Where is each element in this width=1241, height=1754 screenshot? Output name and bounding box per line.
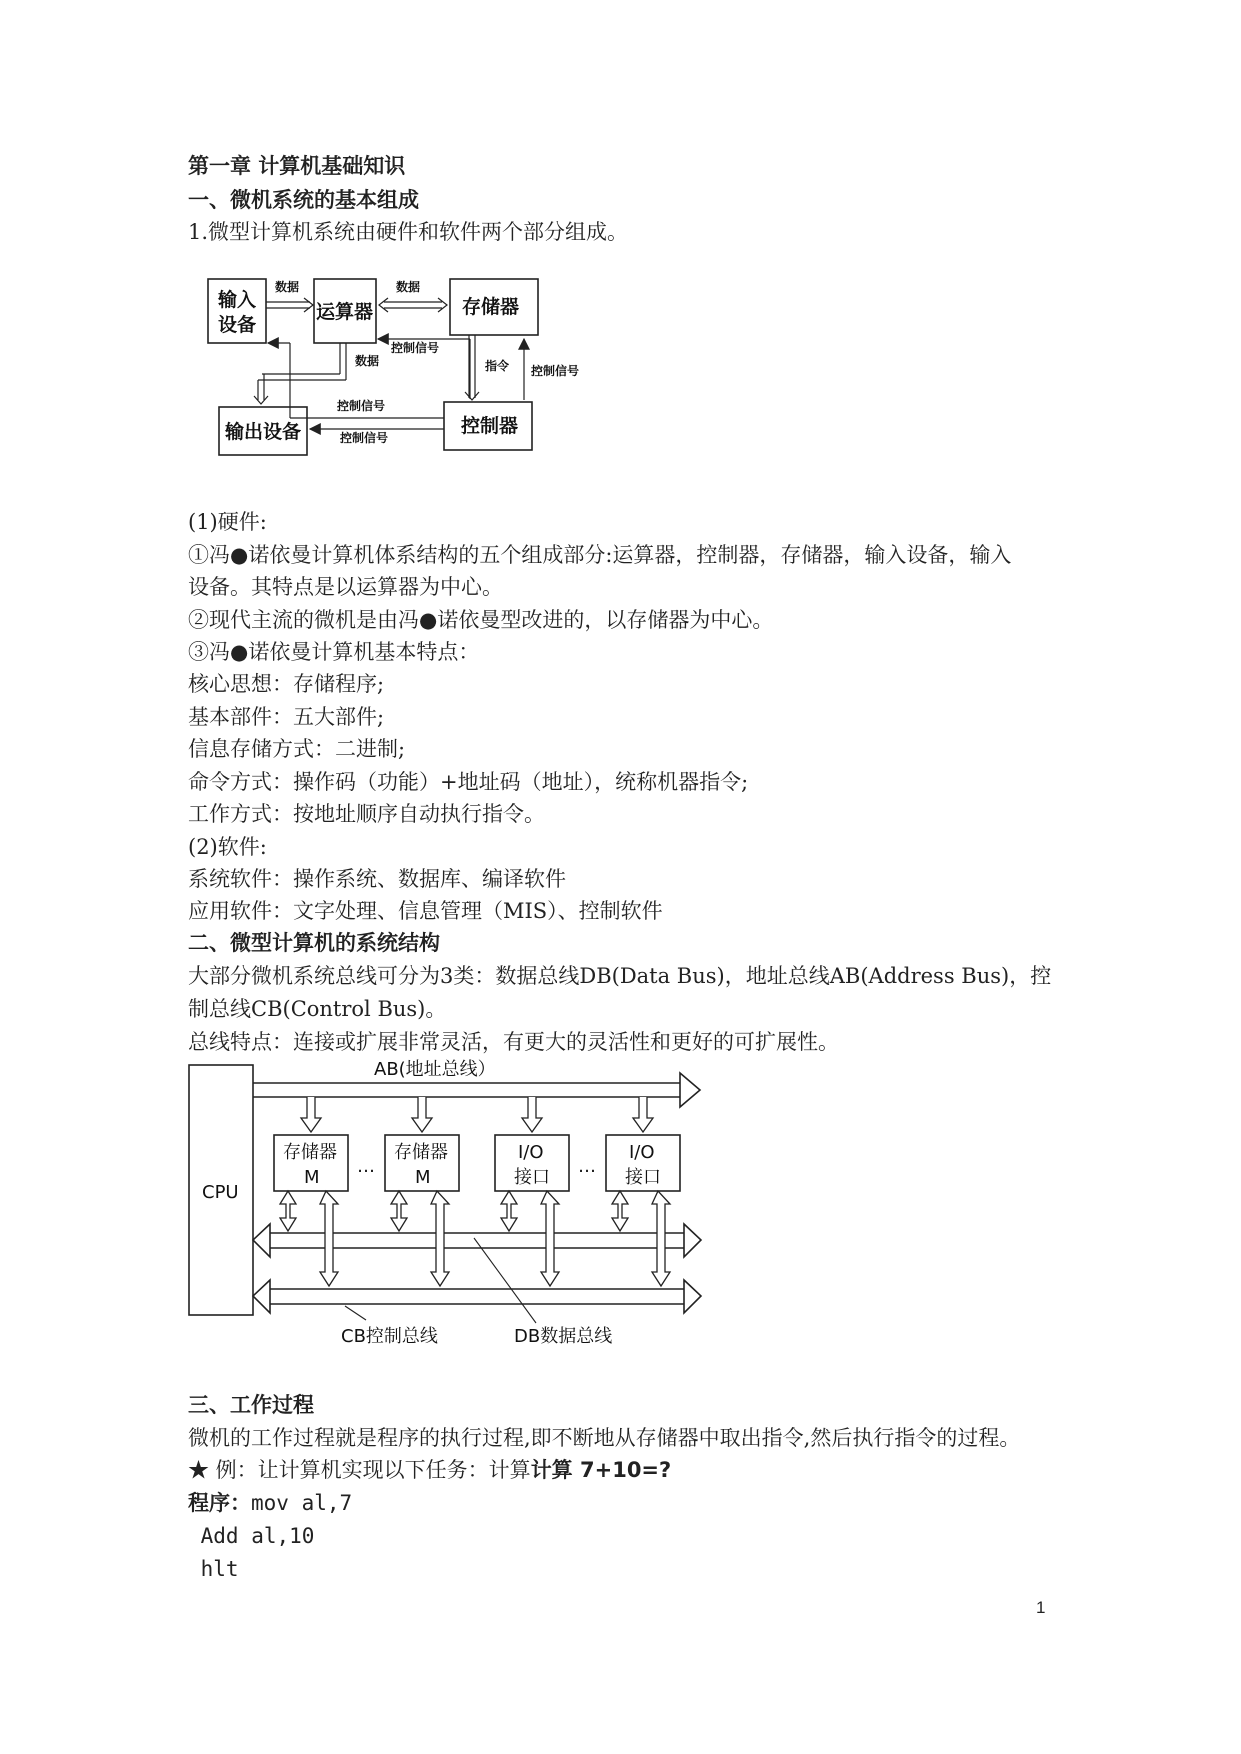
cb-label: CB控制总线: [341, 1326, 438, 1347]
label-data-mem: 数据: [396, 280, 421, 294]
label-data-in: 数据: [275, 280, 300, 294]
module-1-top: 存储器: [283, 1142, 337, 1163]
module-2-bottom: M: [415, 1167, 431, 1188]
paragraph-line: ③冯●诺依曼计算机基本特点：: [188, 640, 480, 664]
paragraph-line: 制总线CB(Control Bus)。: [188, 997, 447, 1021]
section2-title: 二、微型计算机的系统结构: [188, 931, 440, 955]
paragraph-line: 总线特点：连接或扩展非常灵活，有更大的灵活性和更好的可扩展性。: [188, 1030, 839, 1054]
program-code-2: Add al,10: [188, 1524, 315, 1548]
page-number: 1: [1036, 1598, 1046, 1617]
paragraph-line: 系统软件：操作系统、数据库、编译软件: [188, 867, 566, 891]
input-device-label-1: 输入: [218, 289, 257, 311]
program-line: [188, 1489, 352, 1517]
module-1-bottom: M: [304, 1167, 320, 1188]
paragraph-line: 信息存储方式：二进制;: [188, 737, 406, 761]
section3-title: 三、工作过程: [188, 1393, 314, 1417]
memory-label: 存储器: [462, 296, 520, 318]
cpu-label: CPU: [202, 1182, 239, 1203]
label-ctrl-in: 控制信号: [337, 399, 386, 413]
label-data-out: 数据: [355, 354, 380, 368]
label-ctrl-alu: 控制信号: [391, 341, 440, 355]
hardware-heading: (1)硬件:: [188, 510, 267, 534]
paragraph-line: ②现代主流的微机是由冯●诺依曼型改进的，以存储器为中心。: [188, 608, 774, 632]
section1-intro: 1.微型计算机系统由硬件和软件两个部分组成。: [188, 220, 629, 244]
example-bold: 计算 7+10=?: [530, 1458, 672, 1482]
label-ctrl-out: 控制信号: [340, 431, 389, 445]
paragraph-line: 基本部件：五大部件;: [188, 705, 385, 729]
module-4-top: I/O: [629, 1142, 655, 1163]
program-code-1: mov al,7: [251, 1491, 353, 1515]
module-2-top: 存储器: [394, 1142, 448, 1163]
db-label: DB数据总线: [514, 1326, 613, 1347]
paragraph-line: 微机的工作过程就是程序的执行过程,即不断地从存储器中取出指令,然后执行指令的过程。: [188, 1426, 1021, 1450]
paragraph-line: 大部分微机系统总线可分为3类：数据总线DB(Data Bus)，地址总线AB(Address Bus)，控: [188, 964, 1052, 988]
paragraph-line: 工作方式：按地址顺序自动执行指令。: [188, 802, 545, 826]
paragraph-line: 核心思想：存储程序;: [188, 672, 385, 696]
module-3-bottom: 接口: [514, 1167, 550, 1188]
paragraph-line: ①冯●诺依曼计算机体系结构的五个组成部分:运算器，控制器，存储器，输入设备，输入: [188, 543, 1012, 567]
example-line: [188, 1456, 671, 1484]
program-code-3: hlt: [188, 1557, 239, 1581]
ellipsis-1: …: [357, 1156, 375, 1177]
ellipsis-2: …: [578, 1156, 596, 1177]
label-ctrl-mem: 控制信号: [531, 364, 580, 378]
paragraph-line: 命令方式：操作码（功能）+地址码（地址），统称机器指令;: [188, 770, 749, 794]
ab-label: AB(地址总线）: [374, 1059, 496, 1080]
label-instruction: 指令: [485, 359, 510, 373]
program-label: 程序：: [188, 1491, 251, 1515]
paragraph-line: 设备。其特点是以运算器为中心。: [188, 575, 503, 599]
chapter-title: 第一章 计算机基础知识: [188, 154, 406, 178]
section1-title: 一、微机系统的基本组成: [188, 188, 419, 212]
controller-label: 控制器: [461, 415, 519, 437]
input-device-label-2: 设备: [218, 314, 257, 336]
software-heading: (2)软件:: [188, 835, 267, 859]
example-prefix: ★ 例：让计算机实现以下任务：计算: [188, 1458, 531, 1482]
module-4-bottom: 接口: [625, 1167, 661, 1188]
module-3-top: I/O: [518, 1142, 544, 1163]
alu-label: 运算器: [316, 301, 374, 323]
output-device-label: 输出设备: [225, 421, 302, 443]
paragraph-line: 应用软件：文字处理、信息管理（MIS）、控制软件: [188, 899, 663, 923]
